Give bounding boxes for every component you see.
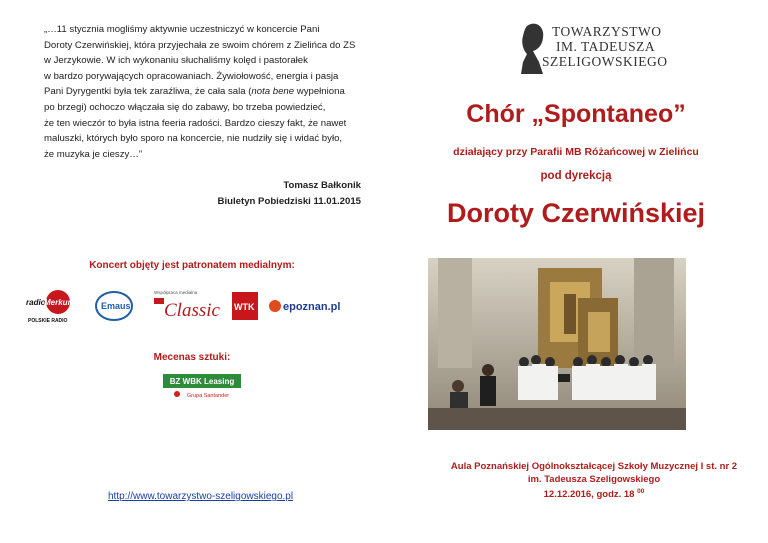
quote-line: w bardzo porywających opracowaniach. Żywiołowość, energia i pasja	[44, 70, 339, 82]
venue-name: Aula Poznańskiej Ogólnokształcącej Szkoły Muzycznej I st. nr 2	[450, 461, 738, 472]
wtk-logo	[232, 292, 258, 320]
svg-text:Classic: Classic	[164, 300, 220, 321]
event-date: 12.12.2016, godz. 18	[543, 489, 635, 501]
svg-text:Merkury: Merkury	[44, 298, 76, 307]
quote-line: że muzyka je cieszy…”	[44, 148, 143, 160]
emaus-logo	[94, 290, 134, 322]
epoznan-logo	[268, 296, 344, 316]
society-name	[542, 24, 668, 69]
venue-patron: im. Tadeusza Szeligowskiego	[527, 473, 661, 485]
director-label: pod dyrekcją	[540, 170, 612, 182]
choir-title: Chór „Spontaneo”	[466, 100, 686, 128]
choir-photo	[428, 258, 686, 430]
bzwbk-leasing-logo	[163, 374, 241, 400]
svg-text:Emaus: Emaus	[101, 301, 131, 311]
quote-line: po brzegi) ochoczo włączała się do zabawy, bo trzeba powiedzieć,	[44, 101, 326, 113]
society-name-line: TOWARZYSTWO	[552, 24, 662, 39]
svg-text:epoznan.pl: epoznan.pl	[283, 301, 341, 313]
classic-radio-logo	[152, 286, 228, 326]
venue-info	[384, 461, 768, 502]
quote-line: w Jerzykowie. W ich wykonaniu słuchaliśmy kolęd i pastorałek	[44, 55, 308, 67]
quote-line: Pani Dyrygentki była tek zaraźliwa, że cała sala (nota bene wypełniona	[44, 86, 345, 98]
quote-italic-phrase: nota bene	[251, 86, 295, 98]
quote-line: że ten wieczór to była istna feeria radości. Bardzo cieszy fakt, że nawet	[44, 117, 347, 129]
choir-subtitle: działający przy Parafii MB Różańcowej w Zielińcu	[453, 146, 699, 158]
svg-text:BZ WBK Leasing: BZ WBK Leasing	[169, 377, 235, 386]
society-logo	[517, 18, 668, 88]
society-name-line: IM. TADEUSZA	[556, 39, 656, 54]
director-name: Doroty Czerwińskiej	[446, 198, 706, 228]
society-name-line: SZELIGOWSKIEGO	[542, 54, 668, 69]
patron-label: Mecenas sztuki:	[153, 352, 231, 363]
right-panel	[384, 0, 768, 543]
svg-text:POLSKIE RADIO: POLSKIE RADIO	[28, 318, 68, 324]
svg-text:Grupa Santander: Grupa Santander	[186, 393, 230, 399]
quote-text	[44, 22, 361, 162]
event-time-minutes: 00	[637, 488, 645, 495]
author-source: Biuletyn Pobiedziski 11.01.2015	[217, 196, 361, 207]
event-datetime	[384, 486, 768, 502]
svg-text:radio: radio	[26, 298, 46, 307]
quote-line: maluszki, których było sporo na koncercie, nie nudziły się i widać było,	[44, 133, 343, 145]
media-logos	[22, 286, 372, 326]
media-patronage-label: Koncert objęty jest patronatem medialnym:	[89, 260, 295, 271]
quote-line: Doroty Czerwińskiej, która przyjechała ze swoim chórem z Zielińca do ZS	[44, 39, 356, 51]
quote-attribution	[150, 178, 361, 210]
website-link[interactable]: http://www.towarzystwo-szeligowskiego.pl	[108, 491, 294, 502]
quote-line: „…11 stycznia mogliśmy aktywnie uczestniczyć w koncercie Pani	[44, 24, 320, 35]
svg-text:Współpraca medialna: Współpraca medialna	[154, 290, 198, 295]
radio-merkury-logo	[22, 286, 78, 326]
author-name: Tomasz Bałkonik	[283, 180, 361, 191]
svg-text:WTK: WTK	[234, 302, 255, 312]
